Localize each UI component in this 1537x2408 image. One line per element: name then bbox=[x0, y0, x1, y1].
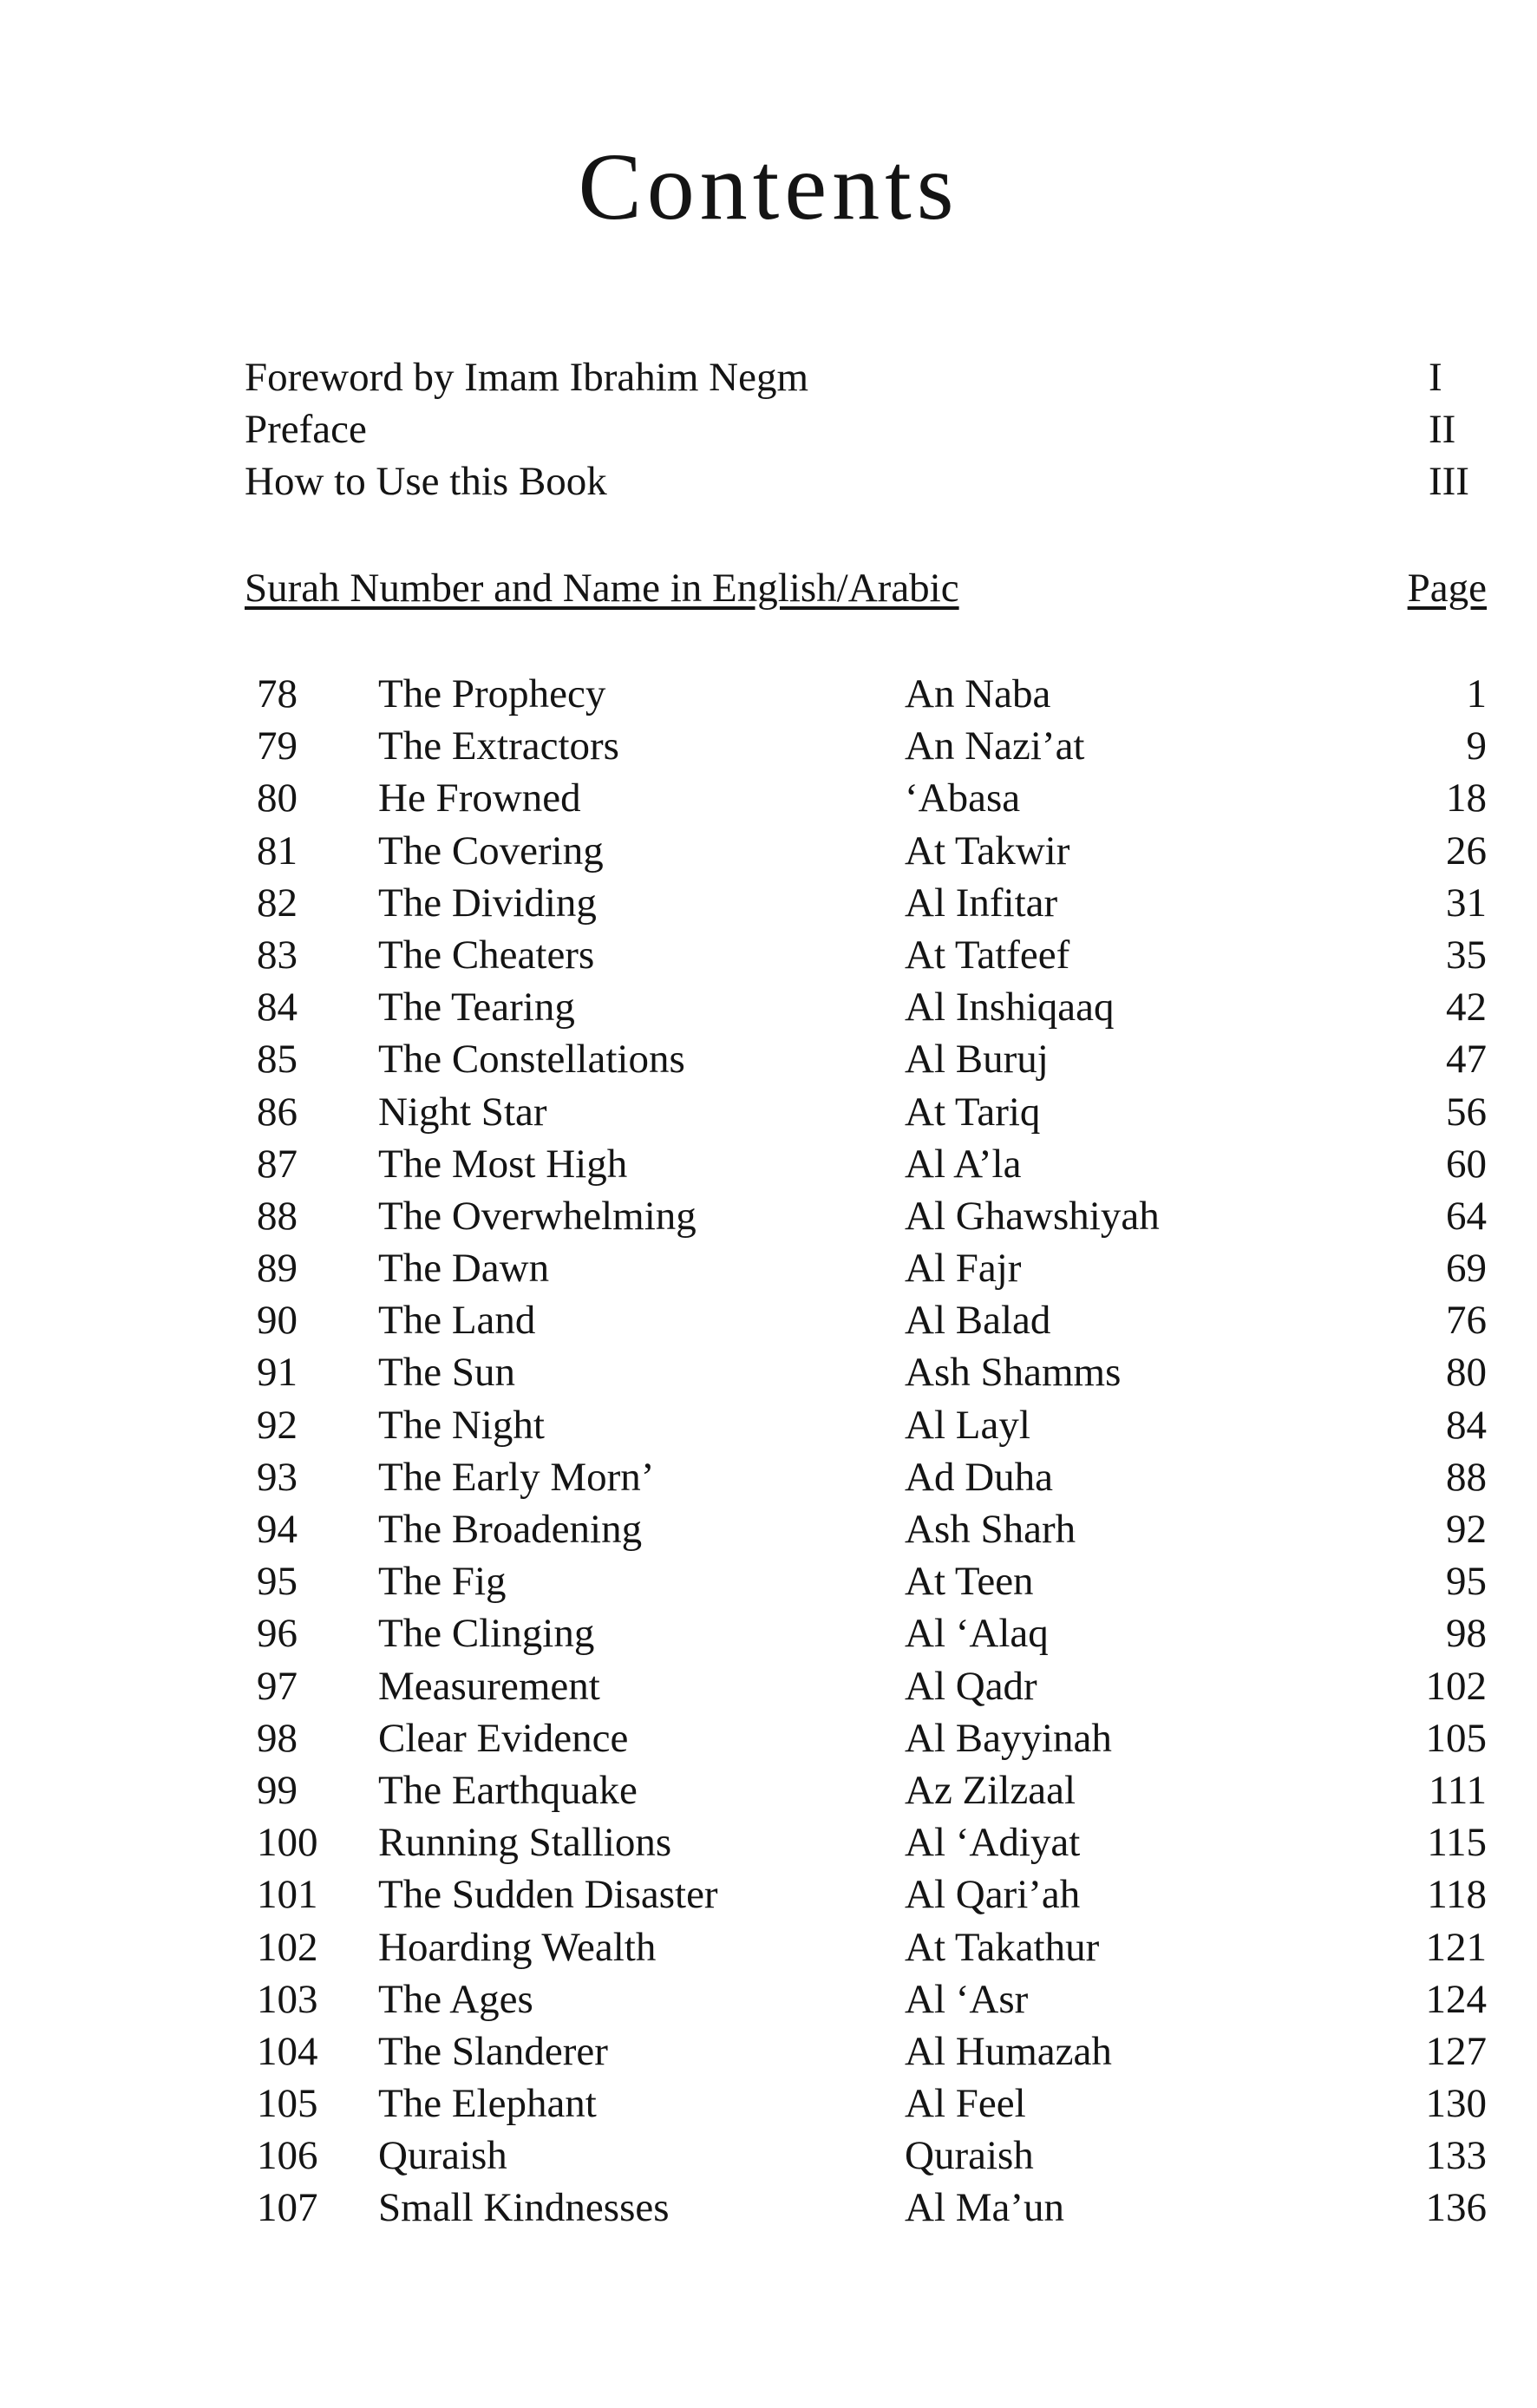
table-row bbox=[257, 1086, 1487, 1138]
table-row bbox=[257, 825, 1487, 877]
surah-number: 94 bbox=[257, 1507, 298, 1552]
surah-page: 76 bbox=[1446, 1298, 1487, 1344]
front-matter-label: Foreword by Imam Ibrahim Negm bbox=[245, 355, 809, 400]
surah-number: 91 bbox=[257, 1350, 298, 1396]
table-row bbox=[257, 1033, 1487, 1085]
surah-arabic-name: Al A’la bbox=[905, 1141, 1022, 1187]
surah-arabic-name: Al ‘Alaq bbox=[905, 1611, 1049, 1657]
surah-number: 82 bbox=[257, 880, 298, 926]
surah-arabic-name: Al ‘Adiyat bbox=[905, 1820, 1081, 1866]
surah-arabic-name: At Tatfeef bbox=[905, 932, 1070, 978]
table-row bbox=[257, 772, 1487, 824]
surah-page: 105 bbox=[1425, 1715, 1487, 1761]
surah-english-name: The Extractors bbox=[378, 723, 619, 769]
table-row bbox=[257, 877, 1487, 929]
surah-number: 100 bbox=[257, 1820, 318, 1866]
surah-arabic-name: Ash Shamms bbox=[905, 1350, 1122, 1396]
table-row bbox=[257, 1138, 1487, 1190]
surah-page: 111 bbox=[1428, 1767, 1487, 1813]
surah-arabic-name: Al Infitar bbox=[905, 880, 1058, 926]
surah-number: 104 bbox=[257, 2028, 318, 2074]
surah-number: 83 bbox=[257, 932, 298, 978]
table-row bbox=[257, 668, 1487, 720]
table-row bbox=[257, 1399, 1487, 1451]
surah-english-name: Clear Evidence bbox=[378, 1715, 629, 1761]
surah-page: 42 bbox=[1446, 985, 1487, 1031]
surah-english-name: The Elephant bbox=[378, 2081, 597, 2127]
surah-arabic-name: Al Ma’un bbox=[905, 2185, 1065, 2231]
surah-number: 102 bbox=[257, 1924, 318, 1970]
surah-arabic-name: At Teen bbox=[905, 1559, 1034, 1605]
surah-number: 86 bbox=[257, 1089, 298, 1135]
surah-english-name: The Clinging bbox=[378, 1611, 595, 1657]
surah-english-name: The Fig bbox=[378, 1559, 507, 1605]
surah-english-name: The Night bbox=[378, 1402, 545, 1448]
surah-number: 81 bbox=[257, 828, 298, 874]
table-row bbox=[257, 2130, 1487, 2182]
table-row bbox=[257, 1190, 1487, 1242]
table-row bbox=[257, 2078, 1487, 2130]
surah-english-name: The Early Morn’ bbox=[378, 1454, 655, 1500]
front-matter-label: How to Use this Book bbox=[245, 459, 607, 504]
surah-arabic-name: Al Qadr bbox=[905, 1663, 1037, 1709]
table-row bbox=[257, 1921, 1487, 1973]
surah-number: 85 bbox=[257, 1037, 298, 1083]
table-row bbox=[257, 1868, 1487, 1921]
front-matter-label: Preface bbox=[245, 407, 367, 452]
surah-number: 79 bbox=[257, 723, 298, 769]
surah-number: 99 bbox=[257, 1767, 298, 1813]
surah-arabic-name: At Takwir bbox=[905, 828, 1070, 874]
surah-english-name: The Sun bbox=[378, 1350, 515, 1396]
surah-arabic-name: Al Ghawshiyah bbox=[905, 1193, 1160, 1239]
table-row bbox=[257, 1503, 1487, 1555]
surah-english-name: The Prophecy bbox=[378, 671, 606, 717]
surah-page: 31 bbox=[1446, 880, 1487, 926]
table-row bbox=[257, 1973, 1487, 2025]
table-row bbox=[257, 1712, 1487, 1764]
table-row bbox=[257, 1764, 1487, 1816]
surah-page: 60 bbox=[1446, 1141, 1487, 1187]
surah-arabic-name: Al Fajr bbox=[905, 1246, 1022, 1292]
surah-number: 106 bbox=[257, 2133, 318, 2179]
surah-number: 107 bbox=[257, 2185, 318, 2231]
surah-english-name: Hoarding Wealth bbox=[378, 1924, 657, 1970]
surah-english-name: Measurement bbox=[378, 1663, 600, 1709]
surah-page: 1 bbox=[1466, 671, 1487, 717]
surah-arabic-name: At Takathur bbox=[905, 1924, 1100, 1970]
surah-arabic-name: Az Zilzaal bbox=[905, 1767, 1076, 1813]
surah-page: 80 bbox=[1446, 1350, 1487, 1396]
surah-english-name: The Ages bbox=[378, 1976, 533, 2022]
surah-arabic-name: Al Balad bbox=[905, 1298, 1051, 1344]
page-title: Contents bbox=[578, 134, 959, 239]
surah-page: 136 bbox=[1425, 2185, 1487, 2231]
surah-english-name: The Dividing bbox=[378, 880, 597, 926]
surah-number: 92 bbox=[257, 1402, 298, 1448]
surah-english-name: The Overwhelming bbox=[378, 1193, 697, 1239]
surah-table bbox=[257, 668, 1487, 2235]
surah-page: 69 bbox=[1446, 1246, 1487, 1292]
surah-arabic-name: Al Inshiqaaq bbox=[905, 985, 1115, 1031]
surah-english-name: The Earthquake bbox=[378, 1767, 638, 1813]
surah-number: 84 bbox=[257, 985, 298, 1031]
front-matter-page: II bbox=[1429, 407, 1456, 452]
surah-number: 95 bbox=[257, 1559, 298, 1605]
surah-page: 26 bbox=[1446, 828, 1487, 874]
front-matter-item bbox=[245, 351, 1487, 403]
surah-page: 98 bbox=[1446, 1611, 1487, 1657]
surah-arabic-name: Al ‘Asr bbox=[905, 1976, 1029, 2022]
surah-english-name: The Covering bbox=[378, 828, 604, 874]
surah-english-name: The Slanderer bbox=[378, 2028, 608, 2074]
table-row bbox=[257, 1451, 1487, 1503]
surah-arabic-name: Quraish bbox=[905, 2133, 1034, 2179]
surah-arabic-name: At Tariq bbox=[905, 1089, 1041, 1135]
surah-number: 78 bbox=[257, 671, 298, 717]
surah-arabic-name: Al Feel bbox=[905, 2081, 1026, 2127]
surah-number: 103 bbox=[257, 1976, 318, 2022]
surah-english-name: The Cheaters bbox=[378, 932, 595, 978]
table-row bbox=[257, 1555, 1487, 1607]
surah-page: 115 bbox=[1427, 1820, 1487, 1866]
surah-number: 90 bbox=[257, 1298, 298, 1344]
surah-arabic-name: Ad Duha bbox=[905, 1454, 1053, 1500]
surah-arabic-name: ‘Abasa bbox=[905, 775, 1021, 821]
surah-english-name: Small Kindnesses bbox=[378, 2185, 670, 2231]
surah-page: 64 bbox=[1446, 1193, 1487, 1239]
surah-page: 88 bbox=[1446, 1454, 1487, 1500]
surah-page: 92 bbox=[1446, 1507, 1487, 1552]
front-matter-item bbox=[245, 455, 1487, 507]
surah-page: 102 bbox=[1425, 1663, 1487, 1709]
front-matter-page: III bbox=[1429, 459, 1469, 504]
table-header-right: Page bbox=[1407, 566, 1487, 611]
surah-number: 80 bbox=[257, 775, 298, 821]
surah-page: 18 bbox=[1446, 775, 1487, 821]
surah-arabic-name: An Nazi’at bbox=[905, 723, 1085, 769]
table-row bbox=[257, 1816, 1487, 1868]
table-row bbox=[257, 981, 1487, 1033]
surah-page: 133 bbox=[1425, 2133, 1487, 2179]
surah-arabic-name: Ash Sharh bbox=[905, 1507, 1076, 1552]
surah-english-name: He Frowned bbox=[378, 775, 581, 821]
surah-number: 96 bbox=[257, 1611, 298, 1657]
surah-number: 97 bbox=[257, 1663, 298, 1709]
table-row bbox=[257, 2025, 1487, 2078]
surah-english-name: The Sudden Disaster bbox=[378, 1872, 718, 1918]
surah-number: 98 bbox=[257, 1715, 298, 1761]
table-header-left: Surah Number and Name in English/Arabic bbox=[245, 566, 959, 611]
surah-number: 93 bbox=[257, 1454, 298, 1500]
surah-english-name: The Dawn bbox=[378, 1246, 550, 1292]
table-row bbox=[257, 1660, 1487, 1712]
table-row bbox=[257, 1346, 1487, 1398]
surah-english-name: The Most High bbox=[378, 1141, 628, 1187]
surah-english-name: Quraish bbox=[378, 2133, 507, 2179]
surah-number: 89 bbox=[257, 1246, 298, 1292]
surah-arabic-name: Al Buruj bbox=[905, 1037, 1049, 1083]
surah-english-name: The Broadening bbox=[378, 1507, 643, 1552]
surah-page: 56 bbox=[1446, 1089, 1487, 1135]
surah-arabic-name: An Naba bbox=[905, 671, 1051, 717]
front-matter-list bbox=[245, 351, 1487, 507]
front-matter-item bbox=[245, 403, 1487, 455]
table-row bbox=[257, 1294, 1487, 1346]
surah-number: 87 bbox=[257, 1141, 298, 1187]
surah-english-name: The Constellations bbox=[378, 1037, 685, 1083]
surah-page: 35 bbox=[1446, 932, 1487, 978]
surah-page: 130 bbox=[1425, 2081, 1487, 2127]
surah-number: 105 bbox=[257, 2081, 318, 2127]
surah-page: 9 bbox=[1466, 723, 1487, 769]
surah-english-name: Running Stallions bbox=[378, 1820, 672, 1866]
surah-page: 127 bbox=[1425, 2028, 1487, 2074]
surah-number: 101 bbox=[257, 1872, 318, 1918]
front-matter-page: I bbox=[1429, 355, 1442, 400]
table-row bbox=[257, 929, 1487, 981]
table-row bbox=[257, 1607, 1487, 1659]
surah-page: 118 bbox=[1427, 1872, 1487, 1918]
surah-page: 47 bbox=[1446, 1037, 1487, 1083]
table-row bbox=[257, 2182, 1487, 2234]
surah-page: 121 bbox=[1425, 1924, 1487, 1970]
surah-english-name: The Tearing bbox=[378, 985, 575, 1031]
surah-page: 95 bbox=[1446, 1559, 1487, 1605]
surah-page: 84 bbox=[1446, 1402, 1487, 1448]
table-row bbox=[257, 1242, 1487, 1294]
surah-page: 124 bbox=[1425, 1976, 1487, 2022]
surah-english-name: Night Star bbox=[378, 1089, 547, 1135]
surah-number: 88 bbox=[257, 1193, 298, 1239]
surah-arabic-name: Al Humazah bbox=[905, 2028, 1112, 2074]
surah-arabic-name: Al Bayyinah bbox=[905, 1715, 1112, 1761]
surah-arabic-name: Al Qari’ah bbox=[905, 1872, 1081, 1918]
table-header bbox=[245, 562, 1487, 614]
table-row bbox=[257, 720, 1487, 772]
surah-arabic-name: Al Layl bbox=[905, 1402, 1030, 1448]
surah-english-name: The Land bbox=[378, 1298, 536, 1344]
